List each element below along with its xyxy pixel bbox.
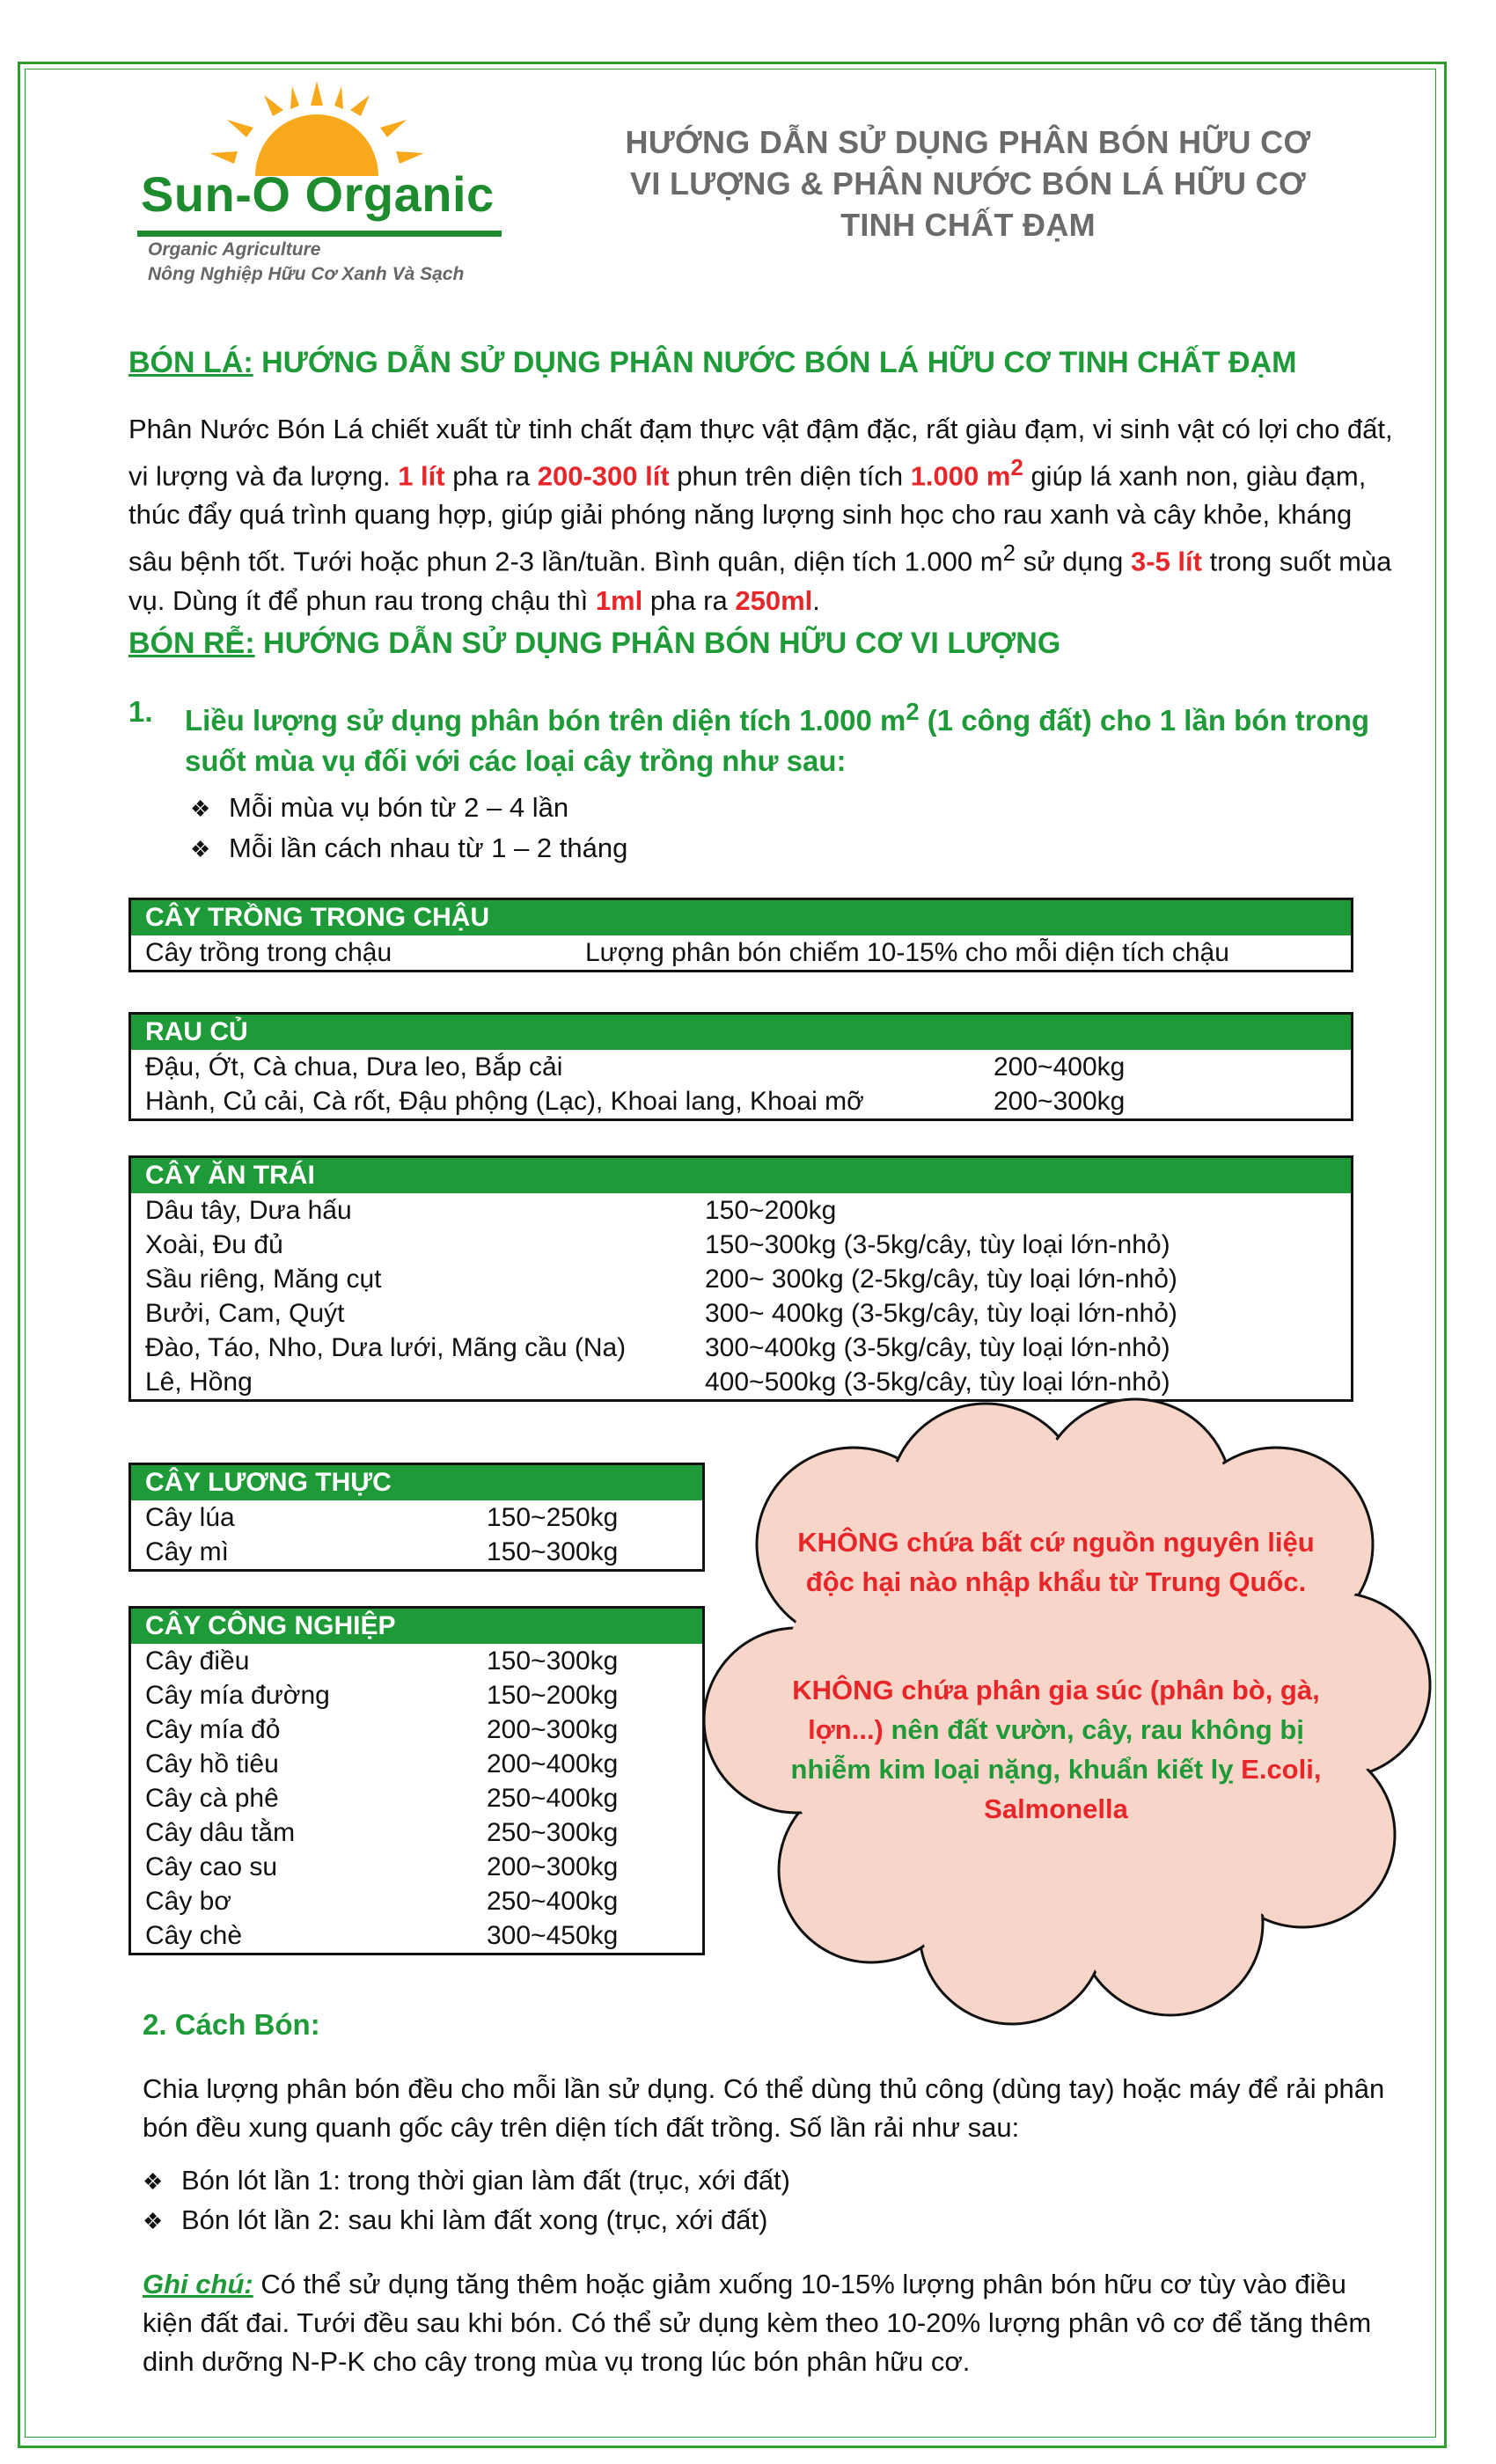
table-cell: Cây trồng trong chậu (145, 938, 392, 967)
table-cell: 150~200kg (705, 1196, 837, 1225)
table-row (131, 1747, 702, 1781)
text: Liều lượng sử dụng phân bón trên diện tích 1.000 m (185, 704, 906, 737)
text: pha ra (444, 460, 538, 492)
table-cell: 200~400kg (994, 1052, 1126, 1082)
table-cell: 400~500kg (3-5kg/cây, tùy loại lớn-nhỏ) (705, 1368, 1170, 1397)
logo-tagline: Organic Agriculture (148, 239, 321, 260)
section-heading-text: 2. Cách Bón: (143, 2008, 320, 2041)
table-cell: Cây mì (145, 1537, 230, 1566)
table-cell: Cây điều (145, 1646, 250, 1676)
text: phun trên diện tích (669, 460, 911, 492)
table-cell: Dâu tây, Dưa hấu (145, 1196, 352, 1225)
table-cell: Đậu, Ớt, Cà chua, Dưa leo, Bắp cải (145, 1052, 563, 1082)
title-line: HƯỚNG DẪN SỬ DỤNG PHÂN BÓN HỮU CƠ (625, 124, 1311, 160)
table-cell: 300~ 400kg (3-5kg/cây, tùy loại lớn-nhỏ) (705, 1299, 1177, 1328)
list-item-text: Mỗi lần cách nhau từ 1 – 2 tháng (229, 832, 628, 863)
logo-tagline-vn: Nông Nghiệp Hữu Cơ Xanh Và Sạch (148, 264, 465, 284)
table-row (131, 1781, 702, 1815)
section-1-heading (128, 692, 1404, 781)
list-item-text: Mỗi mùa vụ bón từ 2 – 4 lần (229, 792, 569, 823)
section-label: BÓN RỄ: (128, 627, 255, 660)
table-cell: 250~400kg (487, 1784, 619, 1813)
table-cell: Lê, Hồng (145, 1368, 253, 1397)
document-title (546, 121, 1390, 246)
table-row (131, 1850, 702, 1884)
note-label: Ghi chú: (143, 2269, 253, 2299)
table-row (131, 1535, 702, 1569)
highlight: 1ml (595, 584, 643, 616)
list-item (190, 792, 568, 824)
table-cell: Cây mía đường (145, 1681, 330, 1710)
bon-la-paragraph (128, 410, 1396, 620)
table-header: CÂY CÔNG NGHIỆP (131, 1609, 702, 1644)
table-cell: 200~300kg (487, 1852, 619, 1881)
section-2-heading (143, 2005, 1419, 2045)
section-heading-bon-la (128, 346, 1296, 380)
table-cay-an-trai (128, 1155, 1353, 1402)
table-row (131, 1500, 702, 1535)
note-text: Có thể sử dụng tăng thêm hoặc giảm xuống 10-15% lượng phân bón hữu cơ tùy vào điều kiện đất đai. Tưới đều sau khi bón. Có thể sử dụng kèm theo 10-20% lượng phân vô cơ để tăng thêm dinh dưỡng N-P-K cho cây trong mùa vụ trong lúc bón phân hữu cơ. (143, 2269, 1372, 2377)
diamond-bullet-icon: ❖ (190, 796, 211, 822)
cloud-statement: E.coli, Salmonella (984, 1754, 1322, 1824)
table-row (131, 1262, 1351, 1296)
table-cell: Xoài, Đu đủ (145, 1230, 283, 1259)
table-cell: 150~300kg (487, 1537, 619, 1566)
superscript: 2 (1002, 541, 1016, 567)
list-item (143, 2204, 768, 2236)
superscript: 2 (1010, 456, 1023, 480)
logo (123, 77, 510, 293)
table-cell: Hành, Củ cải, Cà rốt, Đậu phộng (Lạc), Khoai lang, Khoai mỡ (145, 1087, 864, 1116)
text: Phân Nước Bón Lá chiết xuất từ tinh chất đạm thực vật đậm đặc, rất giàu đạm, vi sinh vật có lợi cho đất, vi lượng và đa lượng. (128, 414, 1393, 492)
text: pha ra (642, 584, 736, 616)
superscript: 2 (906, 698, 920, 725)
text: . (812, 584, 820, 616)
table-row (131, 935, 1351, 970)
table-cay-trong-trong-chau (128, 898, 1353, 972)
section-heading-bon-re (128, 627, 1060, 661)
table-cell: Đào, Táo, Nho, Dưa lưới, Mãng cầu (Na) (145, 1333, 627, 1362)
table-row (131, 1884, 702, 1918)
table-cell: 250~300kg (487, 1818, 619, 1847)
highlight: 3-5 lít (1131, 546, 1202, 577)
table-cell: Lượng phân bón chiếm 10-15% cho mỗi diện tích chậu (585, 938, 1229, 967)
title-line: TINH CHẤT ĐẠM (840, 207, 1096, 243)
table-cell: 250~400kg (487, 1887, 619, 1916)
table-header: CÂY TRỒNG TRONG CHẬU (131, 900, 1351, 935)
table-cell: Cây cà phê (145, 1784, 279, 1813)
table-row (131, 1918, 702, 1953)
highlight: 1.000 m (910, 460, 1011, 492)
diamond-bullet-icon: ❖ (143, 2208, 164, 2234)
section-label: BÓN LÁ: (128, 346, 253, 379)
note-paragraph (143, 2265, 1392, 2381)
section-heading-text: HƯỚNG DẪN SỬ DỤNG PHÂN NƯỚC BÓN LÁ HỮU CƠ TINH CHẤT ĐẠM (253, 346, 1297, 379)
table-row (131, 1331, 1351, 1365)
diamond-bullet-icon: ❖ (190, 836, 211, 862)
table-cell: Bưởi, Cam, Quýt (145, 1299, 345, 1328)
list-item (143, 2165, 790, 2196)
table-cay-cong-nghiep (128, 1606, 705, 1955)
table-row (131, 1712, 702, 1747)
table-row (131, 1296, 1351, 1331)
diamond-bullet-icon: ❖ (143, 2168, 164, 2195)
table-cell: 150~300kg (3-5kg/cây, tùy loại lớn-nhỏ) (705, 1230, 1170, 1259)
table-row (131, 1193, 1351, 1228)
list-item-text: Bón lót lần 2: sau khi làm đất xong (trục, xới đất) (181, 2204, 768, 2235)
section-heading-text: HƯỚNG DẪN SỬ DỤNG PHÂN BÓN HỮU CƠ VI LƯỢNG (254, 627, 1061, 660)
cloud-statement: nên đất vườn, cây, rau không bị nhiễm kim loại nặng, khuẩn kiết lỵ (790, 1714, 1304, 1785)
section-number: 1. (128, 695, 153, 728)
table-header: CÂY LƯƠNG THỰC (131, 1465, 702, 1500)
table-cell: 150~300kg (487, 1646, 619, 1676)
table-row (131, 1084, 1351, 1118)
table-cell: 300~450kg (487, 1921, 619, 1950)
highlight: 1 lít (398, 460, 445, 492)
table-cell: 200~ 300kg (2-5kg/cây, tùy loại lớn-nhỏ) (705, 1265, 1177, 1294)
table-cell: Sầu riêng, Măng cụt (145, 1265, 382, 1294)
table-cell: Cây chè (145, 1921, 243, 1950)
list-item (190, 832, 627, 864)
title-line: VI LƯỢNG & PHÂN NƯỚC BÓN LÁ HỮU CƠ (630, 165, 1306, 202)
table-cell: Cây dâu tằm (145, 1818, 296, 1847)
text: giúp lá xanh non, giàu đạm, thúc đẩy quá trình quang hợp, giúp giải phóng năng lượng sinh học cho rau xanh và cây khỏe, kháng sâu bệnh tốt. Tưới hoặc phun 2-3 lần/tuần. Bình quân, diện tích 1.000 m (128, 460, 1367, 577)
table-cell: 150~200kg (487, 1681, 619, 1710)
table-row (131, 1644, 702, 1678)
table-row (131, 1050, 1351, 1084)
table-cell: 300~400kg (3-5kg/cây, tùy loại lớn-nhỏ) (705, 1333, 1170, 1362)
highlight: 200-300 lít (537, 460, 670, 492)
table-cell: 200~300kg (994, 1087, 1126, 1116)
table-row (131, 1678, 702, 1712)
table-cell: Cây hồ tiêu (145, 1749, 279, 1778)
highlight: 250ml (735, 584, 813, 616)
text: sử dụng (1015, 546, 1132, 577)
text: (1 công đất) cho 1 lần bón trong suốt mùa vụ đối với các loại cây trồng như sau: (185, 704, 1370, 777)
table-cell: Cây cao su (145, 1852, 278, 1881)
table-cell: Cây mía đỏ (145, 1715, 281, 1744)
cloud-statement: KHÔNG chứa phân gia súc (phân bò, gà, lợn...) (792, 1675, 1320, 1745)
logo-name: Sun-O Organic (141, 166, 495, 222)
section-2-paragraph: Chia lượng phân bón đều cho mỗi lần sử dụng. Có thể dùng thủ công (dùng tay) hoặc máy để rải phân bón đều xung quanh gốc cây trên diện tích đất trồng. Số lần rải như sau: (143, 2073, 1385, 2143)
cloud-text-2 (783, 1670, 1329, 1829)
table-row (131, 1815, 702, 1850)
table-cell: 200~300kg (487, 1715, 619, 1744)
table-rau-cu (128, 1012, 1353, 1121)
cloud-statement: KHÔNG chứa bất cứ nguồn nguyên liệu độc hại nào nhập khẩu từ Trung Quốc. (797, 1527, 1315, 1597)
table-cell: 150~250kg (487, 1503, 619, 1532)
table-cay-luong-thuc (128, 1463, 705, 1572)
table-row (131, 1228, 1351, 1262)
table-header: CÂY ĂN TRÁI (131, 1158, 1351, 1193)
table-header: RAU CỦ (131, 1015, 1351, 1050)
table-cell: Cây bơ (145, 1887, 232, 1916)
table-cell: Cây lúa (145, 1503, 235, 1532)
logo-underline (137, 231, 502, 237)
table-cell: 200~400kg (487, 1749, 619, 1778)
text: trong suốt mùa vụ. Dùng ít để phun rau trong chậu thì (128, 546, 1392, 616)
cloud-text-1 (783, 1522, 1329, 1602)
list-item-text: Bón lót lần 1: trong thời gian làm đất (trục, xới đất) (181, 2165, 790, 2196)
